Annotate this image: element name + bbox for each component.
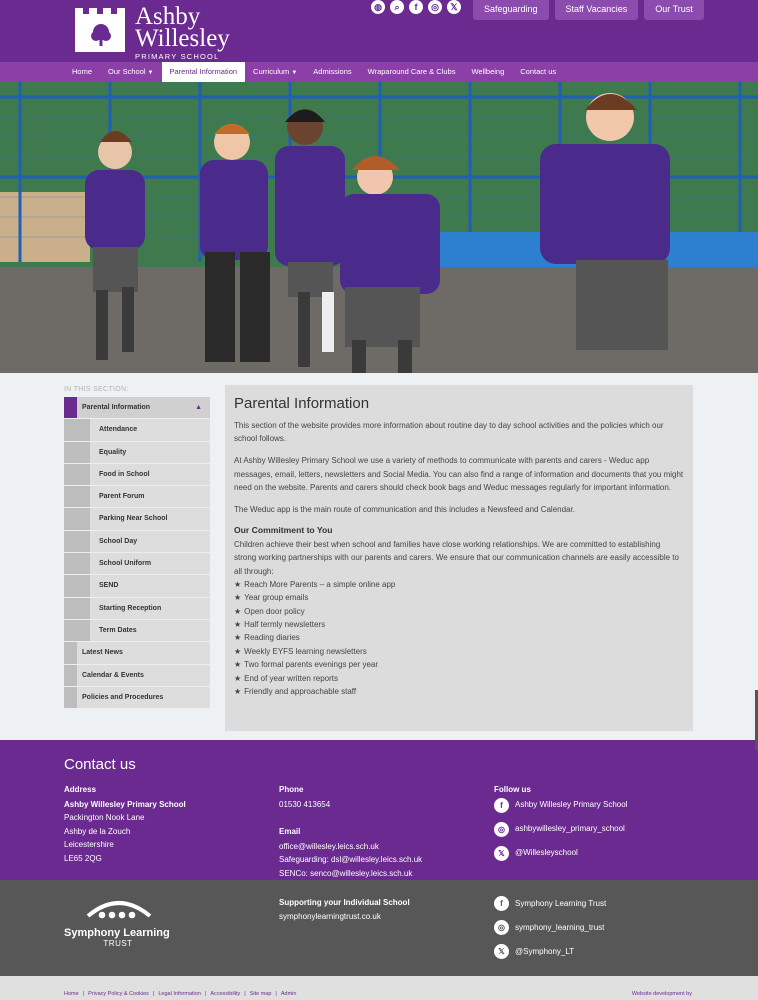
list-item-text: Reading diaries	[244, 633, 300, 643]
support-block	[279, 896, 410, 924]
sidebar-item-school-day[interactable]	[64, 531, 210, 553]
email-office[interactable]: office@willesley.leics.sch.uk	[279, 841, 379, 851]
support-url[interactable]: symphonylearningtrust.co.uk	[279, 912, 381, 921]
commitment-heading: Our Commitment to You	[234, 525, 333, 536]
nav-wellbeing[interactable]: Wellbeing	[471, 67, 505, 76]
sidebar-item-label: SEND	[99, 582, 119, 590]
contact-footer	[0, 740, 758, 880]
symphony-trust: TRUST	[103, 939, 133, 948]
list-item-text: Open door policy	[244, 606, 305, 616]
follow-instagram[interactable]	[494, 822, 627, 837]
link-privacy[interactable]: Privacy Policy & Cookies	[88, 991, 149, 997]
link-legal[interactable]: Legal Information	[158, 991, 201, 997]
sidebar-item-food[interactable]	[64, 464, 210, 486]
list-item	[234, 645, 684, 658]
symphony-logo[interactable]	[64, 896, 174, 948]
phone-label: Phone	[279, 785, 304, 794]
our-trust-button[interactable]: Our Trust	[644, 0, 704, 20]
list-item-text: Friendly and approachable staff	[244, 687, 357, 697]
logo-name-line2: Willesley	[135, 25, 230, 52]
nav-contact[interactable]: Contact us	[520, 67, 557, 76]
sidebar-indent-bar	[64, 508, 90, 529]
content-panel	[225, 385, 693, 731]
follow-x[interactable]	[494, 846, 627, 861]
x-icon[interactable]: 𝕏	[447, 0, 461, 14]
site-header	[0, 0, 758, 62]
star-icon: ★	[234, 687, 242, 697]
safeguarding-button[interactable]: Safeguarding	[473, 0, 549, 20]
contact-title: Contact us	[64, 756, 136, 773]
list-item	[234, 685, 684, 698]
sidebar-item-uniform[interactable]	[64, 553, 210, 575]
link-home[interactable]: Home	[64, 991, 79, 997]
list-item	[234, 605, 684, 618]
list-item	[234, 672, 684, 685]
sidebar-active-bar	[64, 397, 77, 418]
logo-subtitle: PRIMARY SCHOOL	[135, 52, 220, 61]
globe-icon[interactable]: ◍	[371, 0, 385, 14]
sidebar-indent-bar	[64, 642, 77, 663]
hero-image	[0, 82, 758, 373]
trust-follow-facebook[interactable]	[494, 896, 606, 911]
sidebar-indent-bar	[64, 419, 90, 440]
commitment-paragraph: Children achieve their best when school and families have close working relationships. We are committed to establishing strong working partnerships with our parents and carers. We ensure that our communication channels are easily accessible to all through:	[234, 540, 679, 576]
sidebar-indent-bar	[64, 598, 90, 619]
email-senco[interactable]: SENCo: senco@willesley.leics.sch.uk	[279, 868, 413, 878]
phone-number[interactable]: 01530 413654	[279, 799, 331, 809]
staff-vacancies-button[interactable]: Staff Vacancies	[555, 0, 639, 20]
caret-down-icon: ▼	[291, 70, 298, 76]
sidebar-item-starting-reception[interactable]	[64, 598, 210, 620]
nav-curriculum-label: Curriculum	[253, 67, 290, 76]
x-icon: 𝕏	[494, 944, 509, 959]
sidebar-item-label: Calendar & Events	[82, 671, 144, 679]
address-line: Ashby de la Zouch	[64, 826, 131, 836]
trust-follow-x[interactable]	[494, 944, 606, 959]
star-icon: ★	[234, 579, 242, 589]
sidebar-item-label: School Day	[99, 537, 138, 545]
dev-credit[interactable]: Website development by	[631, 991, 692, 997]
link-accessibility[interactable]: Accessibility	[210, 991, 241, 997]
sidebar-item-label: Term Dates	[99, 626, 137, 634]
link-admin[interactable]: Admin	[280, 991, 297, 997]
separator: |	[152, 991, 155, 997]
section-label: IN THIS SECTION:	[64, 386, 129, 393]
sidebar-item-label: Attendance	[99, 426, 138, 434]
star-icon: ★	[234, 660, 242, 670]
star-icon: ★	[234, 593, 242, 603]
sidebar-indent-bar	[64, 531, 90, 552]
follow-text: ashbywillesley_primary_school	[515, 824, 625, 834]
instagram-icon: ◎	[494, 822, 509, 837]
list-item	[234, 578, 684, 591]
sidebar-item-equality[interactable]	[64, 442, 210, 464]
trust-follow-column	[494, 896, 606, 968]
star-icon: ★	[234, 673, 242, 683]
instagram-icon[interactable]: ◎	[428, 0, 442, 14]
sidebar-indent-bar	[64, 665, 77, 686]
sidebar-item-term-dates[interactable]	[64, 620, 210, 642]
separator: |	[275, 991, 277, 997]
star-icon: ★	[234, 633, 242, 643]
nav-admissions[interactable]: Admissions	[313, 67, 352, 76]
address-label: Address	[64, 785, 97, 794]
sidebar-indent-bar	[64, 687, 77, 708]
sidebar-indent-bar	[64, 486, 90, 507]
symphony-arc-icon	[84, 896, 154, 920]
caret-down-icon: ▼	[147, 70, 154, 76]
list-item	[234, 591, 684, 604]
separator: |	[244, 991, 246, 997]
children-figures	[0, 82, 758, 373]
star-icon: ★	[234, 620, 242, 630]
castle-logo-icon	[73, 6, 129, 54]
nav-our-school[interactable]	[100, 62, 161, 82]
sidebar-item-label: Policies and Procedures	[82, 693, 164, 701]
follow-text: Symphony Learning Trust	[515, 898, 607, 908]
list-item-text: Reach More Parents – a simple online app	[244, 579, 396, 589]
footer-links	[64, 991, 296, 997]
sidebar-item-latest-news[interactable]	[64, 642, 210, 664]
separator: |	[204, 991, 207, 997]
sidebar-item-calendar[interactable]	[64, 665, 210, 687]
school-logo[interactable]	[73, 3, 230, 61]
sidebar-head-label: Parental Information	[82, 404, 151, 411]
nav-home[interactable]: Home	[72, 67, 93, 76]
nav-parental-information[interactable]: Parental Information	[162, 62, 246, 82]
instagram-icon: ◎	[494, 920, 509, 935]
sidebar-item-attendance[interactable]	[64, 419, 210, 441]
list-item	[234, 658, 684, 671]
sidebar-indent-bar	[64, 553, 90, 574]
logo-name-line1: Ashby	[135, 3, 201, 30]
support-title: Supporting your Individual School	[279, 898, 410, 907]
nav-wraparound[interactable]: Wraparound Care & Clubs	[367, 67, 456, 76]
sidebar-indent-bar	[64, 620, 90, 641]
address-line: Leicestershire	[64, 840, 114, 849]
x-icon: 𝕏	[494, 846, 509, 861]
list-item-text: Weekly EYFS learning newsletters	[244, 646, 367, 656]
facebook-icon[interactable]: f	[409, 0, 423, 14]
header-social-links	[371, 0, 461, 14]
sidebar-indent-bar	[64, 464, 90, 485]
facebook-icon: f	[494, 798, 509, 813]
caret-up-icon[interactable]: ▲	[195, 404, 202, 411]
email-label: Email	[279, 827, 301, 836]
address-line: Packington Nook Lane	[64, 813, 145, 822]
main-nav	[0, 62, 758, 82]
facebook-icon: f	[494, 896, 509, 911]
section-sidebar	[64, 397, 210, 709]
sidebar-item-label: Parking Near School	[99, 515, 168, 523]
sidebar-indent-bar	[64, 442, 90, 463]
address-line: Ashby Willesley Primary School	[64, 799, 186, 809]
list-item	[234, 631, 684, 644]
sidebar-item-label: Starting Reception	[99, 604, 162, 612]
follow-text: symphony_learning_trust	[515, 922, 605, 932]
list-item	[234, 618, 684, 631]
email-safeguarding[interactable]: Safeguarding: dsl@willesley.leics.sch.uk	[279, 855, 423, 864]
commitment-list	[234, 578, 684, 699]
list-item-text: Half termly newsletters	[244, 620, 326, 630]
intro-paragraph: This section of the website provides more information about routine day to day school activities and the policies which our school follows.	[234, 421, 664, 444]
address-line: LE65 2QG	[64, 853, 102, 863]
sidebar-item-parent-forum[interactable]	[64, 486, 210, 508]
symphony-name: Symphony Learning	[64, 927, 170, 939]
sidebar-item-policies[interactable]	[64, 687, 210, 709]
list-item-text: Two formal parents evenings per year	[244, 660, 379, 670]
search-icon[interactable]: ⌕	[390, 0, 404, 14]
header-buttons	[473, 0, 704, 20]
sidebar-indent-bar	[64, 575, 90, 596]
nav-our-school-label: Our School	[108, 67, 146, 76]
sidebar-item-parking[interactable]	[64, 508, 210, 530]
communication-paragraph: At Ashby Willesley Primary School we use a variety of methods to communicate with parents and carers - Weduc app messages, email, letters, newsletters and Social Media. You can also find a range of information and documents that you might need on the website. Parents and carers should check book bags and Weduc messages regularly for important information.	[234, 456, 684, 492]
follow-label: Follow us	[494, 785, 531, 794]
separator: |	[82, 991, 85, 997]
list-item-text: Year group emails	[244, 593, 309, 603]
follow-text: Ashby Willesley Primary School	[515, 800, 628, 810]
sidebar-item-label: School Uniform	[99, 560, 152, 568]
sidebar-item-label: Equality	[99, 448, 127, 456]
page-title: Parental Information	[234, 395, 370, 412]
trust-follow-instagram[interactable]	[494, 920, 606, 935]
sidebar-item-parental-information[interactable]	[64, 397, 210, 419]
star-icon: ★	[234, 606, 242, 616]
sidebar-item-label: Food in School	[99, 470, 150, 478]
follow-facebook[interactable]	[494, 798, 627, 813]
link-sitemap[interactable]: Site map	[249, 991, 272, 997]
follow-column	[494, 783, 627, 870]
bottom-bar	[0, 976, 758, 1000]
sidebar-item-label: Latest News	[82, 649, 123, 657]
nav-curriculum[interactable]	[245, 62, 305, 82]
address-column	[64, 783, 186, 865]
phone-email-column	[279, 783, 422, 880]
list-item-text: End of year written reports	[244, 673, 338, 683]
follow-text: @Willesleyschool	[515, 848, 578, 858]
star-icon: ★	[234, 646, 242, 656]
sidebar-item-label: Parent Forum	[99, 493, 145, 501]
follow-text: @Symphony_LT	[515, 946, 575, 956]
sidebar-item-send[interactable]	[64, 575, 210, 597]
weduc-paragraph: The Weduc app is the main route of communication and this includes a Newsfeed and Calendar.	[234, 505, 575, 515]
trust-footer	[0, 880, 758, 976]
